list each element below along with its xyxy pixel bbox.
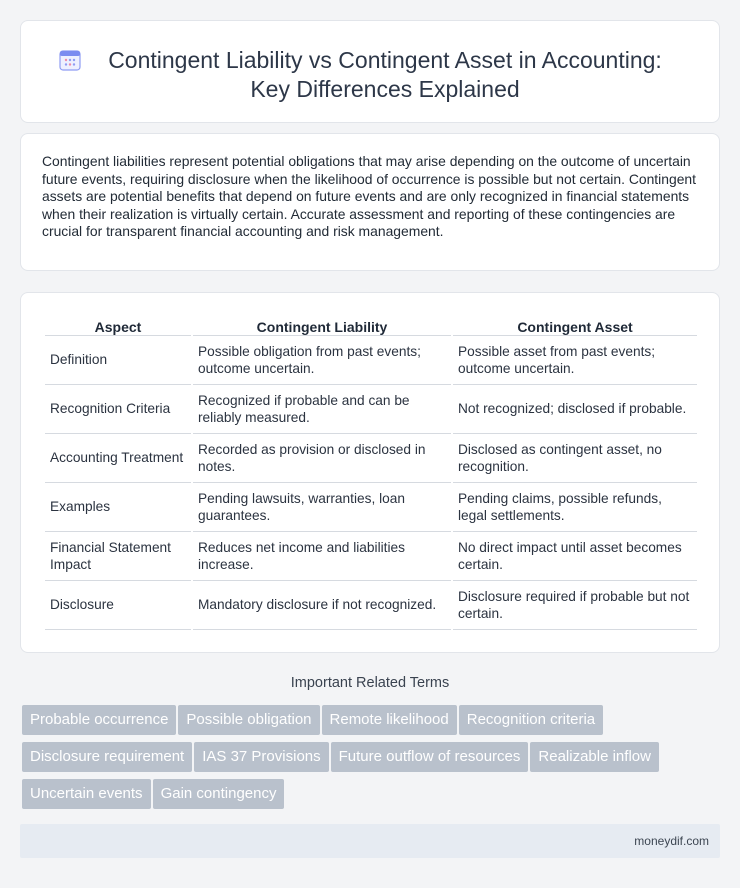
header-contingent-asset: Contingent Asset [453, 316, 697, 336]
footer-site-name[interactable]: moneydif.com [634, 834, 709, 848]
cell-liability: Mandatory disclosure if not recognized. [193, 581, 451, 630]
cell-aspect: Examples [45, 483, 191, 532]
related-term-tag[interactable]: Future outflow of resources [331, 742, 529, 772]
comparison-table [43, 316, 699, 630]
comparison-card [20, 292, 720, 653]
related-term-tag[interactable]: Realizable inflow [530, 742, 659, 772]
cell-aspect: Definition [45, 336, 191, 385]
cell-asset: Disclosed as contingent asset, no recognition. [453, 434, 697, 483]
table-row [45, 434, 697, 483]
cell-liability: Pending lawsuits, warranties, loan guarantees. [193, 483, 451, 532]
cell-asset: Pending claims, possible refunds, legal settlements. [453, 483, 697, 532]
cell-aspect: Disclosure [45, 581, 191, 630]
cell-asset: No direct impact until asset becomes certain. [453, 532, 697, 581]
related-term-tag[interactable]: Recognition criteria [459, 705, 603, 735]
intro-paragraph: Contingent liabilities represent potential obligations that may arise depending on the outcome of uncertain future events, requiring disclosure when the likelihood of occurrence is possible but not certain. Contingent assets are potential benefits that depend on future events and are only recognized in financial statements when their realization is virtually certain. Accurate assessment and reporting of these contingencies are crucial for transparent financial accounting and risk management. [42, 153, 697, 239]
header-aspect: Aspect [45, 316, 191, 336]
table-row [45, 483, 697, 532]
cell-aspect: Recognition Criteria [45, 385, 191, 434]
related-term-tag[interactable]: Uncertain events [22, 779, 151, 809]
table-header-row [45, 316, 697, 336]
related-terms-list [22, 705, 722, 816]
table-row [45, 532, 697, 581]
related-term-tag[interactable]: Remote likelihood [322, 705, 457, 735]
footer-bar [20, 824, 720, 858]
table-row [45, 581, 697, 630]
related-term-tag[interactable]: Possible obligation [178, 705, 319, 735]
title-card [20, 20, 720, 123]
cell-asset: Possible asset from past events; outcome uncertain. [453, 336, 697, 385]
cell-liability: Recognized if probable and can be reliably measured. [193, 385, 451, 434]
related-terms-heading: Important Related Terms [290, 675, 450, 691]
cell-aspect: Accounting Treatment [45, 434, 191, 483]
header-contingent-liability: Contingent Liability [193, 316, 451, 336]
related-term-tag[interactable]: IAS 37 Provisions [194, 742, 328, 772]
related-term-tag[interactable]: Probable occurrence [22, 705, 176, 735]
related-term-tag[interactable]: Disclosure requirement [22, 742, 192, 772]
cell-asset: Not recognized; disclosed if probable. [453, 385, 697, 434]
table-row [45, 385, 697, 434]
table-row [45, 336, 697, 385]
page-title: Contingent Liability vs Contingent Asset in Accounting: Key Differences Explained [108, 47, 662, 102]
cell-liability: Possible obligation from past events; outcome uncertain. [193, 336, 451, 385]
cell-aspect: Financial Statement Impact [45, 532, 191, 581]
cell-asset: Disclosure required if probable but not certain. [453, 581, 697, 630]
intro-card [20, 133, 720, 271]
cell-liability: Reduces net income and liabilities increase. [193, 532, 451, 581]
related-term-tag[interactable]: Gain contingency [153, 779, 285, 809]
cell-liability: Recorded as provision or disclosed in notes. [193, 434, 451, 483]
